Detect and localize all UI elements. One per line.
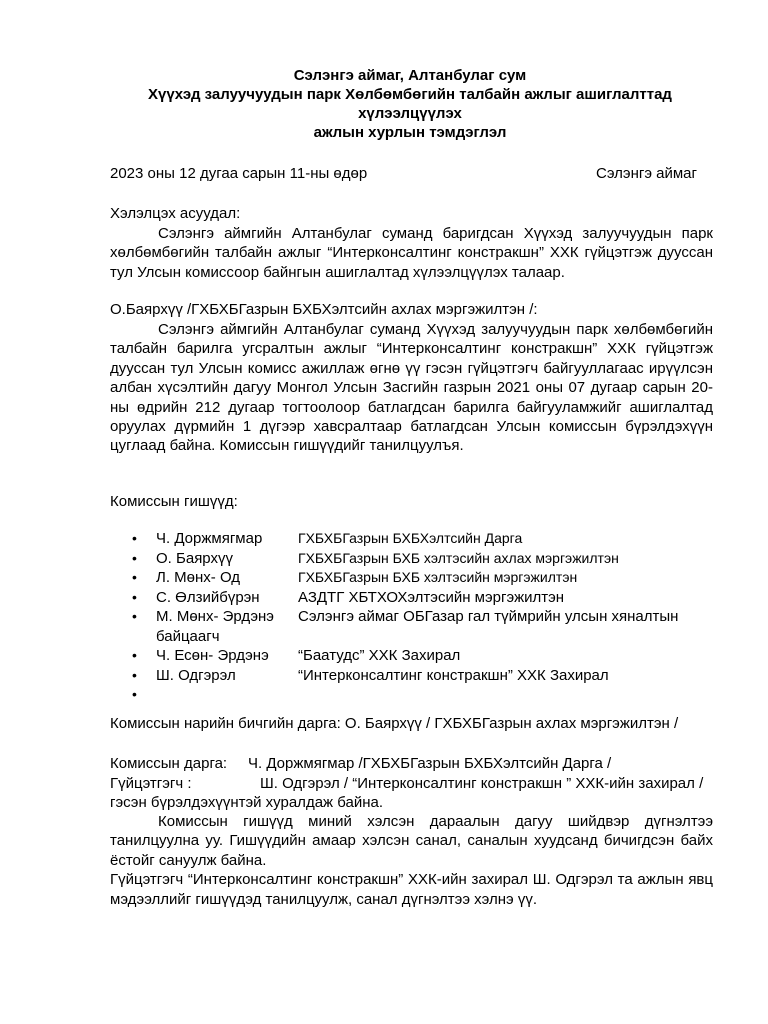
bullet: • xyxy=(132,666,137,683)
list-item xyxy=(110,666,710,686)
title-line-2: Хүүхэд залуучуудын парк Хөлбөмбөгийн талбайн ажлыг ашиглалттад xyxy=(148,86,672,103)
bullet: • xyxy=(132,686,137,702)
members-list xyxy=(110,529,710,705)
bullet: • xyxy=(132,530,137,546)
closing-paragraph xyxy=(110,812,713,909)
list-item-empty xyxy=(110,685,710,705)
list-item xyxy=(110,549,710,569)
bullet: • xyxy=(132,608,137,624)
list-item xyxy=(110,607,710,646)
members-heading: Комиссын гишүүд: xyxy=(110,493,238,510)
member-name: Л. Мөнх- Од xyxy=(156,569,241,586)
title-line-4: ажлын хурлын тэмдэглэл xyxy=(313,124,507,141)
bullet: • xyxy=(132,549,137,566)
title-line-3: хүлээлцүүлэх xyxy=(358,105,462,122)
list-item xyxy=(110,568,710,588)
speaker-heading: О.Баярхүү /ГХБХБГазрын БХБХэлтсийн ахлах мэргэжилтэн /: xyxy=(110,301,538,318)
list-item xyxy=(110,588,710,608)
member-role: “Баатудс” ХХК Захирал xyxy=(298,647,461,664)
secretary-line: Комиссын нарийн бичгийн дарга: О. Баярхүү / ГХБХБГазрын ахлах мэргэжилтэн / xyxy=(110,715,679,732)
speaker-text: Сэлэнгэ аймгийн Алтанбулаг суманд Хүүхэд залуучуудын парк хөлбөмбөгийн талбайн барилга угсралтын ажлыг “Интерконсалтинг констракшн” ХХК гүйцэтгэж дууссан тул Улсын комисс ажиллаж өгнө үү гэсэн гүйцэтгэгч байгууллагаас ирүүлсэн албан хүсэлтийн дагуу Монгол Улсын Засгийн газрын 2021 оны 07 дугаар сарын 20-ны өдрийн 212 дугаар тогтоолоор батлагдсан барилга байгууламжийг ашиглалтад оруулах дүрмийн 1 дүгээр хавсралтаар батлагдсан Улсын комиссын бүрэлдэхүүн цуглаад байна. Комиссын гишүүдийг танилцуулъя. xyxy=(110,321,713,455)
member-role: “Интерконсалтинг констракшн” ХХК Захирал xyxy=(298,666,609,684)
member-name: С. Өлзийбүрэн xyxy=(156,588,260,606)
bullet: • xyxy=(132,569,137,585)
member-role: Сэлэнгэ аймаг ОБГазар гал түймрийн улсын хяналтын xyxy=(298,608,679,625)
member-role: ГХБХБГазрын БХБ хэлтэсийн мэргэжилтэн xyxy=(298,569,578,585)
member-role: АЗДТГ ХБТХОХэлтэсийн мэргэжилтэн xyxy=(298,588,565,606)
list-item xyxy=(110,646,710,666)
list-item xyxy=(110,529,710,549)
member-role: ГХБХБГазрын БХБ хэлтэсийн ахлах мэргэжилтэн xyxy=(298,549,619,566)
title-line-1: Сэлэнгэ аймаг, Алтанбулаг сум xyxy=(293,67,527,84)
member-name: О. Баярхүү xyxy=(156,549,233,567)
chair-value: Ч. Доржмягмар /ГХБХБГазрын БХБХэлтсийн Дарга / xyxy=(248,755,612,772)
document-title xyxy=(100,66,720,142)
member-name: Ш. Одгэрэл xyxy=(156,666,236,684)
agenda-heading: Хэлэлцэх асуудал: xyxy=(110,205,241,222)
composition-line: гэсэн бүрэлдэхүүнтэй хуралдаж байна. xyxy=(110,794,383,811)
member-name: Ч. Доржмягмар xyxy=(156,530,263,547)
meeting-date: 2023 оны 12 дугаа сарын 11-ны өдөр xyxy=(110,165,368,182)
agenda-paragraph xyxy=(110,224,713,282)
member-name: Ч. Есөн- Эрдэнэ xyxy=(156,647,269,664)
final-text: Гүйцэтгэгч “Интерконсалтинг констракшн” ХХК-ийн захирал Ш. Одгэрэл та ажлын явц мэдээллийг гишүүдэд танилцуулж, санал дүгнэлтээ хэлнэ үү. xyxy=(110,871,713,908)
member-role: ГХБХБГазрын БХБХэлтсийн Дарга xyxy=(298,530,523,546)
meeting-place: Сэлэнгэ аймаг xyxy=(596,165,697,182)
chair-label: Комиссын дарга: xyxy=(110,755,228,772)
closing-text: Комиссын гишүүд миний хэлсэн дараалын дагуу шийдвэр дүгнэлтээ танилцуулна уу. Гишүүдийн амаар хэлсэн санал, саналын хуудсанд бичигдсэн байх ёстойг сануулж байна. xyxy=(110,813,713,869)
agenda-text: Сэлэнгэ аймгийн Алтанбулаг суманд баригдсан Хүүхэд залуучуудын парк хөлбөмбөгийн талбайн ажлыг “Интерконсалтинг констракшн” ХХК гүйцэтгэж дууссан тул Улсын комиссоор байнгын ашиглалтад хүлээлцүүлэх талаар. xyxy=(110,225,713,281)
member-name-continued: байцаагч xyxy=(156,627,220,645)
contractor-label: Гүйцэтгэгч : xyxy=(110,775,192,792)
bullet: • xyxy=(132,647,137,663)
contractor-value: Ш. Одгэрэл / “Интерконсалтинг констракшн ” ХХК-ийн захирал / xyxy=(260,775,704,792)
member-name: М. Мөнх- Эрдэнэ xyxy=(156,608,274,625)
speaker-paragraph xyxy=(110,320,713,456)
bullet: • xyxy=(132,588,137,605)
